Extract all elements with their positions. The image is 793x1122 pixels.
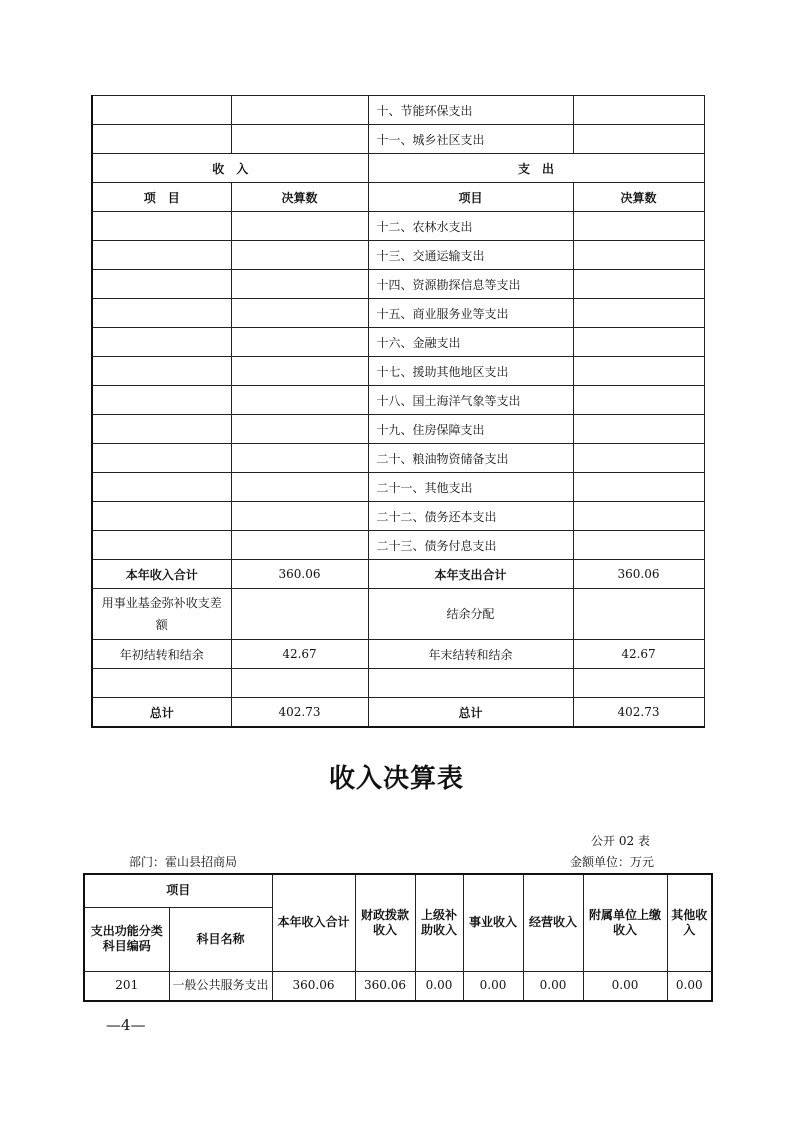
year-income-total-label: 本年收入合计	[92, 560, 231, 589]
income-amount-cell	[231, 212, 368, 241]
header-operating-income: 经营收入	[523, 874, 583, 971]
income-item-cell	[92, 473, 231, 502]
year-expense-total-label: 本年支出合计	[368, 560, 573, 589]
income-grand-total-value: 402.73	[231, 698, 368, 728]
expense-amount-cell	[573, 125, 704, 154]
income-amount-cell	[231, 531, 368, 560]
table-row	[84, 971, 712, 1001]
row-total-cell: 360.06	[272, 971, 355, 1001]
expense-item-cell: 十五、商业服务业等支出	[368, 299, 573, 328]
table-row	[92, 502, 704, 531]
opening-carryover-label: 年初结转和结余	[92, 640, 231, 669]
row-other-cell: 0.00	[667, 971, 712, 1001]
expense-amount-header: 决算数	[573, 183, 704, 212]
expense-amount-cell	[573, 444, 704, 473]
header-affiliated-income: 附属单位上缴收入	[583, 874, 667, 971]
table-row	[92, 212, 704, 241]
expense-grand-total-label: 总计	[368, 698, 573, 728]
table-row	[92, 299, 704, 328]
expense-item-cell: 二十一、其他支出	[368, 473, 573, 502]
table-row	[92, 357, 704, 386]
expense-item-cell	[368, 669, 573, 698]
expense-amount-cell	[573, 357, 704, 386]
expense-amount-cell	[573, 531, 704, 560]
page-title: 收入决算表	[328, 764, 464, 794]
table-row	[92, 241, 704, 270]
expense-item-cell: 十四、资源勘探信息等支出	[368, 270, 573, 299]
income-grand-total-label: 总计	[92, 698, 231, 728]
income-amount-cell	[231, 125, 368, 154]
income-amount-cell	[231, 96, 368, 125]
income-item-cell	[92, 96, 231, 125]
year-total-row	[92, 560, 704, 589]
expense-amount-cell	[573, 386, 704, 415]
income-item-cell	[92, 415, 231, 444]
header-superior-subsidy: 上级补助收入	[415, 874, 463, 971]
table-row	[92, 669, 704, 698]
expense-amount-cell	[573, 241, 704, 270]
table-row	[92, 328, 704, 357]
income-amount-cell	[231, 444, 368, 473]
expense-item-cell: 十八、国土海洋气象等支出	[368, 386, 573, 415]
income-amount-cell	[231, 357, 368, 386]
table-row	[92, 415, 704, 444]
income-amount-cell	[231, 502, 368, 531]
table-row	[92, 270, 704, 299]
table-row	[92, 444, 704, 473]
income-amount-cell	[231, 299, 368, 328]
table-row	[92, 531, 704, 560]
year-income-total-value: 360.06	[231, 560, 368, 589]
expense-amount-cell	[573, 328, 704, 357]
income-item-cell	[92, 669, 231, 698]
expense-amount-cell	[573, 502, 704, 531]
expense-item-cell: 十七、援助其他地区支出	[368, 357, 573, 386]
expense-item-cell: 十一、城乡社区支出	[368, 125, 573, 154]
expense-amount-cell	[573, 669, 704, 698]
header-fiscal-appropriation: 财政拨款收入	[355, 874, 415, 971]
income-item-cell	[92, 270, 231, 299]
expense-item-cell: 十三、交通运输支出	[368, 241, 573, 270]
income-item-cell	[92, 212, 231, 241]
expense-amount-cell	[573, 299, 704, 328]
opening-carryover-value: 42.67	[231, 640, 368, 669]
header-year-total: 本年收入合计	[272, 874, 355, 971]
income-amount-cell	[231, 473, 368, 502]
year-expense-total-value: 360.06	[573, 560, 704, 589]
income-amount-cell	[231, 415, 368, 444]
expense-item-cell: 二十、粮油物资储备支出	[368, 444, 573, 473]
closing-carryover-label: 年末结转和结余	[368, 640, 573, 669]
expense-section-header: 支 出	[368, 154, 704, 183]
expense-item-cell: 二十三、债务付息支出	[368, 531, 573, 560]
fund-balance-row	[92, 589, 704, 640]
form-number: 公开 02 表	[591, 834, 650, 848]
header-subject-name: 科目名称	[169, 907, 272, 971]
income-amount-cell	[231, 669, 368, 698]
income-item-cell	[92, 125, 231, 154]
department-label: 部门：霍山县招商局	[129, 855, 238, 869]
expense-item-cell: 十二、农林水支出	[368, 212, 573, 241]
income-item-cell	[92, 531, 231, 560]
currency-unit-label: 金额单位：万元	[570, 855, 655, 869]
page-number: —4—	[106, 1016, 146, 1034]
header-item: 项目	[84, 874, 272, 907]
expense-item-header: 项目	[368, 183, 573, 212]
column-header-row	[92, 183, 704, 212]
expense-amount-cell	[573, 270, 704, 299]
header-function-code: 支出功能分类科目编码	[84, 907, 169, 971]
row-business-cell: 0.00	[463, 971, 523, 1001]
expense-amount-cell	[573, 96, 704, 125]
surplus-distribution-value	[573, 589, 704, 640]
expense-amount-cell	[573, 473, 704, 502]
income-section-header: 收 入	[92, 154, 368, 183]
expense-amount-cell	[573, 415, 704, 444]
income-amount-cell	[231, 270, 368, 299]
section-header-row	[92, 154, 704, 183]
row-fiscal-cell: 360.06	[355, 971, 415, 1001]
income-item-cell	[92, 328, 231, 357]
fund-balance-label: 用事业基金弥补收支差额	[92, 589, 231, 640]
expense-grand-total-value: 402.73	[573, 698, 704, 728]
expense-amount-cell	[573, 212, 704, 241]
summary-table-body	[92, 96, 704, 728]
row-code-cell: 201	[84, 971, 169, 1001]
income-table-body	[84, 874, 712, 1001]
income-statement-table	[83, 873, 713, 1002]
income-item-cell	[92, 502, 231, 531]
expense-item-cell: 二十二、债务还本支出	[368, 502, 573, 531]
header-business-income: 事业收入	[463, 874, 523, 971]
row-superior-cell: 0.00	[415, 971, 463, 1001]
income-item-cell	[92, 241, 231, 270]
income-item-cell	[92, 299, 231, 328]
surplus-distribution-label: 结余分配	[368, 589, 573, 640]
carryover-row	[92, 640, 704, 669]
grand-total-row	[92, 698, 704, 728]
fund-balance-value	[231, 589, 368, 640]
closing-carryover-value: 42.67	[573, 640, 704, 669]
income-amount-cell	[231, 328, 368, 357]
income-amount-cell	[231, 241, 368, 270]
expense-item-cell: 十六、金融支出	[368, 328, 573, 357]
income-expense-summary-table	[91, 95, 705, 728]
table-row	[92, 473, 704, 502]
income-item-cell	[92, 386, 231, 415]
income-item-cell	[92, 357, 231, 386]
expense-item-cell: 十九、住房保障支出	[368, 415, 573, 444]
table-row	[92, 386, 704, 415]
expense-item-cell: 十、节能环保支出	[368, 96, 573, 125]
row-name-cell: 一般公共服务支出	[169, 971, 272, 1001]
header-other-income: 其他收入	[667, 874, 712, 971]
row-operating-cell: 0.00	[523, 971, 583, 1001]
table-row	[92, 125, 704, 154]
row-affiliated-cell: 0.00	[583, 971, 667, 1001]
income-amount-cell	[231, 386, 368, 415]
income-item-header: 项 目	[92, 183, 231, 212]
income-amount-header: 决算数	[231, 183, 368, 212]
table-row	[92, 96, 704, 125]
income-item-cell	[92, 444, 231, 473]
